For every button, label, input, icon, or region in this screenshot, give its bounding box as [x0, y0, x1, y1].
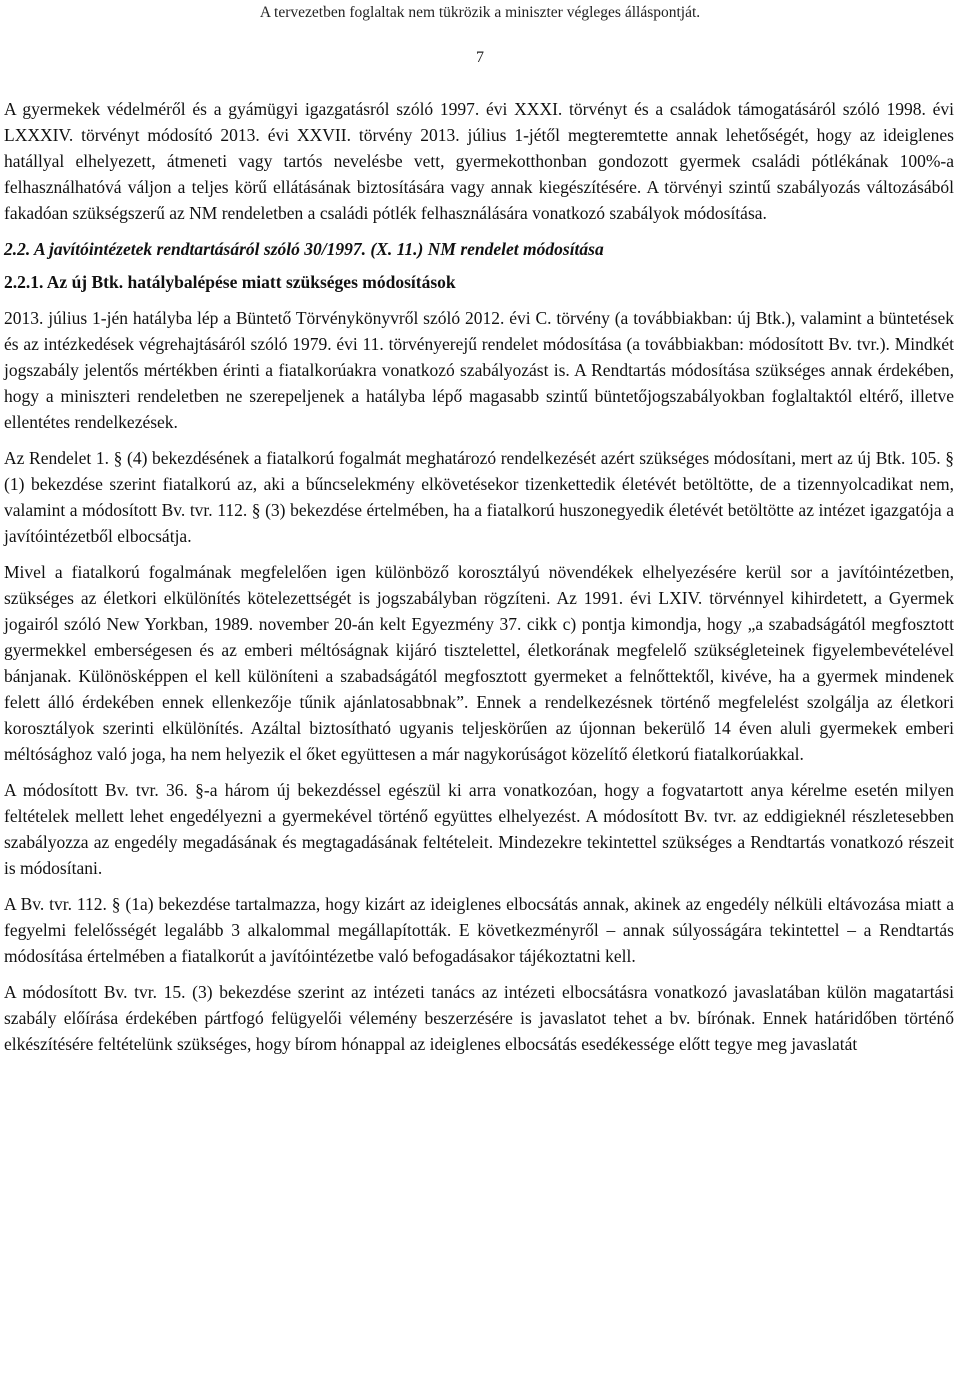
paragraph-mother-child: A módosított Bv. tvr. 36. §-a három új bekezdéssel egészül ki arra vonatkozóan, hogy a fogvatartott anya kérelme esetén milyen feltételek mellett lehet engedélyezni a gyermekével történő együttes elhelyezést. A módosított Bv. tvr. az eddigieknél részletesebben szabályozza az engedély megadásának és megtagadásának feltételeit. Mindezekre tekintettel szükséges a Rendtartás vonatkozó részeit is módosítani. [4, 780, 954, 878]
page-number: 7 [476, 49, 484, 66]
paragraph-juvenile-definition: Az Rendelet 1. § (4) bekezdésének a fiatalkorú fogalmát meghatározó rendelkezését azért szükséges módosítani, mert az új Btk. 105. § (1) bekezdése szerint fiatalkorú az, aki a bűncselekmény elkövetésekor tizenkettedik életévét betöltötte, de a tizennyolcadikat nem, valamint a módosított Bv. tvr. 112. § (3) bekezdése értelmében, ha a fiatalkorú huszonegyedik életévét betöltötte az intézet igazgatója a javítóintézetből elbocsátja. [4, 448, 954, 546]
section-heading-2-2-1: 2.2.1. Az új Btk. hatálybalépése miatt szükséges módosítások [4, 272, 456, 292]
running-header: A tervezetben foglaltak nem tükrözik a miniszter végleges álláspontját. [259, 4, 701, 21]
paragraph-age-separation: Mivel a fiatalkorú fogalmának megfelelően igen különböző korosztályú növendékek elhelyezésére kerül sor a javítóintézetben, szükséges az életkori elkülönítés kötelezettségét is jogszabályban rögzíteni. Az 1991. évi LXIV. törvénnyel kihirdetett, a Gyermek jogairól szóló New Yorkban, 1989. november 20-án kelt Egyezmény 37. cikk c) pontja kimondja, hogy „a szabadságától megfosztott gyermekkel emberségesen és az emberi méltóságnak kijáró tisztelettel, életkorának megfelelő szükségleteinek figyelembevételével bánjanak. Különösképpen el kell különíteni a szabadságától megfosztott gyermeket a felnőttektől, kivéve, ha a gyermek mindenek felett álló érdekében ennek ellenkezője tűnik ajánlatosabbnak”. Ennek a rendelkezésnek történő megfelelést szolgálja az életkori korosztályok szerinti elkülönítés. Azáltal biztosítható ugyanis teljeskörűen az újonnan bekerülő 14 éven aluli gyermekek emberi méltósághoz való joga, ha nem helyezik el őket együttesen a már nagykorúságot közelítő életkorú fiatalkorúakkal. [4, 562, 954, 764]
paragraph-probation-opinion: A módosított Bv. tvr. 15. (3) bekezdése szerint az intézeti tanács az intézeti elbocsátásra vonatkozó javaslatában külön magatartási szabály előírása érdekében pártfogó felügyelői vélemény beszerzésére is javaslatot tehet a bv. bírónak. Ennek határidőben történő elkészítésére feltételünk szükséges, hogy bírom hónappal az ideiglenes elbocsátás esedékessége előtt tegye meg javaslatát [4, 982, 954, 1054]
section-heading-2-2: 2.2. A javítóintézetek rendtartásáról szóló 30/1997. (X. 11.) NM rendelet módosítása [4, 239, 604, 259]
paragraph-temporary-release: A Bv. tvr. 112. § (1a) bekezdése tartalmazza, hogy kizárt az ideiglenes elbocsátás annak, akinek az engedély nélküli eltávozása miatt a fegyelmi felelősségét legalább 3 alkalommal megállapították. E következményről – annak súlyosságára tekintettel – a Rendtartás módosítása értelmében a fiatalkorút a javítóintézetbe való befogadásakor tájékoztatni kell. [4, 894, 954, 966]
paragraph-new-btk: 2013. július 1-jén hatályba lép a Büntető Törvénykönyvről szóló 2012. évi C. törvény (a továbbiakban: új Btk.), valamint a büntetések és az intézkedések végrehajtásáról szóló 1979. évi 11. törvényerejű rendelet módosítása (a továbbiakban: módosított Bv. tvr.). Mindkét jogszabály jelentős mértékben érinti a fiatalkorúakra vonatkozó szabályozást is. A Rendtartás módosítása szükséges annak érdekében, hogy a miniszteri rendeletben ne szerepeljenek a hatályba lépő magasabb szintű büntetőjogszabályokban foglaltaktól eltérő, illetve ellentétes rendelkezések. [4, 308, 954, 432]
document-body [4, 96, 954, 1057]
paragraph-family-allowance: A gyermekek védelméről és a gyámügyi igazgatásról szóló 1997. évi XXXI. törvényt és a családok támogatásáról szóló 1998. évi LXXXIV. törvényt módosító 2013. évi XXVII. törvény 2013. július 1-jétől megteremtette annak lehetőségét, hogy az ideiglenes hatállyal elhelyezett, átmeneti vagy tartós nevelésbe vett, gyermekotthonban gondozott gyermek családi pótlékának 100%-a felhasználhatóvá váljon a teljes körű ellátásának biztosítására vagy annak kiegészítésére. A törvényi szintű szabályozás változásából fakadóan szükségszerű az NM rendeletben a családi pótlék felhasználására vonatkozó szabályok módosítása. [4, 99, 954, 223]
